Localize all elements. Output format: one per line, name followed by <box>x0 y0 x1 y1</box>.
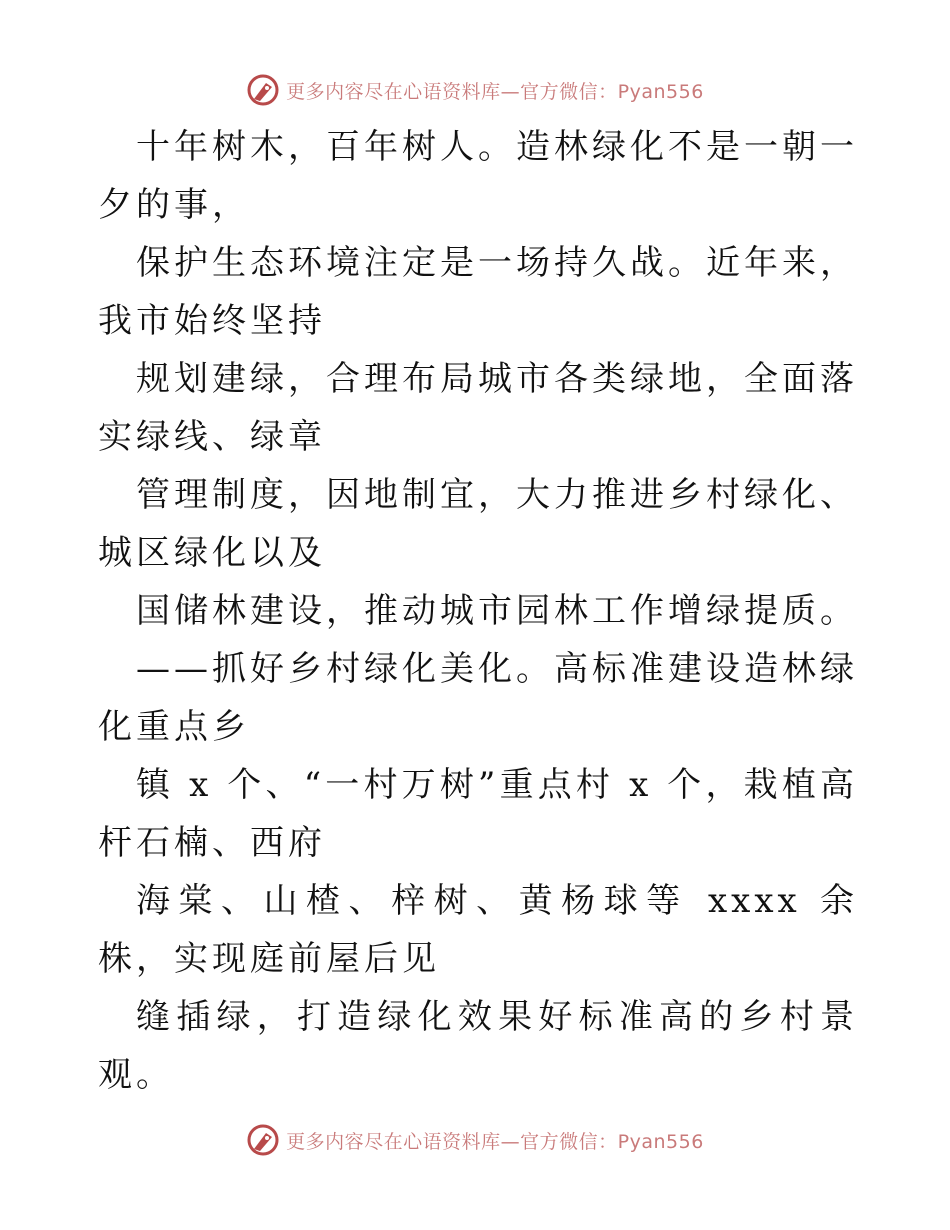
footer-banner <box>0 1120 950 1160</box>
paragraph: 缝插绿，打造绿化效果好标准高的乡村景观。 <box>98 997 858 1095</box>
header-banner-text: 更多内容尽在心语资料库—官方微信：Pyan556 <box>286 80 704 103</box>
pen-nib-logo-icon <box>246 1123 280 1157</box>
footer-banner-text: 更多内容尽在心语资料库—官方微信：Pyan556 <box>286 1130 704 1153</box>
paragraph: ——抓好乡村绿化美化。高标准建设造林绿化重点乡 <box>98 649 858 747</box>
paragraph: 规划建绿，合理布局城市各类绿地，全面落实绿线、绿章 <box>98 359 858 457</box>
paragraph: 管理制度，因地制宜，大力推进乡村绿化、城区绿化以及 <box>98 475 858 573</box>
paragraph: 海棠、山楂、梓树、黄杨球等 xxxx 余株，实现庭前屋后见 <box>98 881 858 979</box>
paragraph: 十年树木，百年树人。造林绿化不是一朝一夕的事， <box>98 127 858 225</box>
header-banner <box>0 70 950 110</box>
pen-nib-logo-icon <box>246 73 280 107</box>
paragraph: 保护生态环境注定是一场持久战。近年来，我市始终坚持 <box>98 243 858 341</box>
paragraph: 镇 x 个、“一村万树”重点村 x 个，栽植高杆石楠、西府 <box>98 765 858 863</box>
document-body <box>98 118 858 1104</box>
paragraph: 国储林建设，推动城市园林工作增绿提质。 <box>136 591 858 631</box>
